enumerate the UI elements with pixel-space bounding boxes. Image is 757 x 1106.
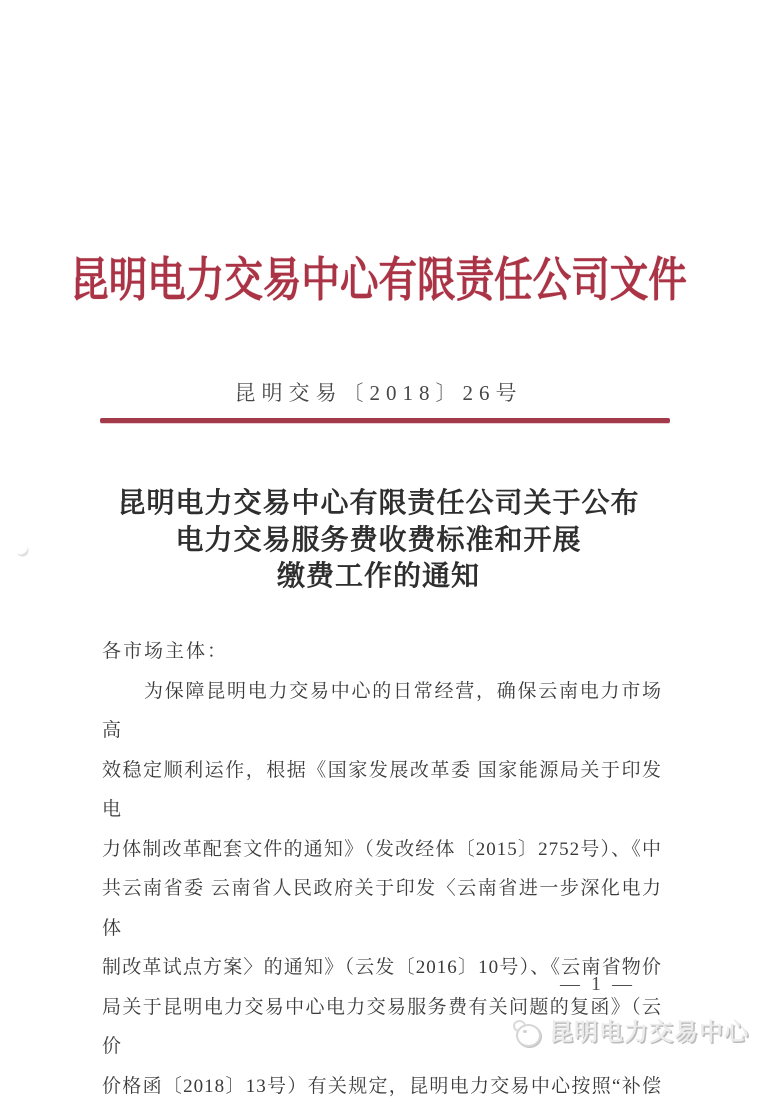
body-line: 力体制改革配套文件的通知》（发改经体〔2015〕2752号）、《中 — [102, 830, 662, 870]
body-line: 局关于昆明电力交易中心电力交易服务费有关问题的复函》（云价 — [102, 988, 662, 1067]
doc-number: 昆明交易〔2018〕26号 — [0, 380, 757, 406]
logo-head-shape — [516, 1024, 541, 1047]
salutation: 各市场主体： — [102, 632, 662, 672]
red-divider-rule — [100, 418, 670, 423]
doc-title-line-3: 缴费工作的通知 — [60, 559, 697, 596]
watermark — [513, 1019, 749, 1047]
doc-title-line-2: 电力交易服务费收费标准和开展 — [60, 523, 697, 560]
watermark-label: 昆明电力交易中心 — [549, 1019, 749, 1047]
body-line: 共云南省委 云南省人民政府关于印发〈云南省进一步深化电力体 — [102, 869, 662, 948]
org-masthead: 昆明电力交易中心有限责任公司文件 — [68, 252, 689, 310]
doc-title — [60, 486, 697, 596]
body-line: 价格函〔2018〕13号）有关规定，昆明电力交易中心按照“补偿 — [102, 1067, 662, 1106]
logo-eye-shape — [523, 1030, 527, 1033]
page-number: — 1 — — [560, 971, 635, 997]
body-line: 效稳定顺利运作，根据《国家发展改革委 国家能源局关于印发电 — [102, 751, 662, 830]
kunming-logo-icon — [513, 1020, 540, 1046]
body-line: 为保障昆明电力交易中心的日常经营，确保云南电力市场高 — [102, 672, 662, 751]
body-line: 制改革试点方案〉的通知》（云发〔2016〕10号）、《云南省物价 — [102, 948, 662, 988]
scan-smudge-mark — [12, 539, 32, 559]
doc-title-line-1: 昆明电力交易中心有限责任公司关于公布 — [60, 486, 697, 523]
